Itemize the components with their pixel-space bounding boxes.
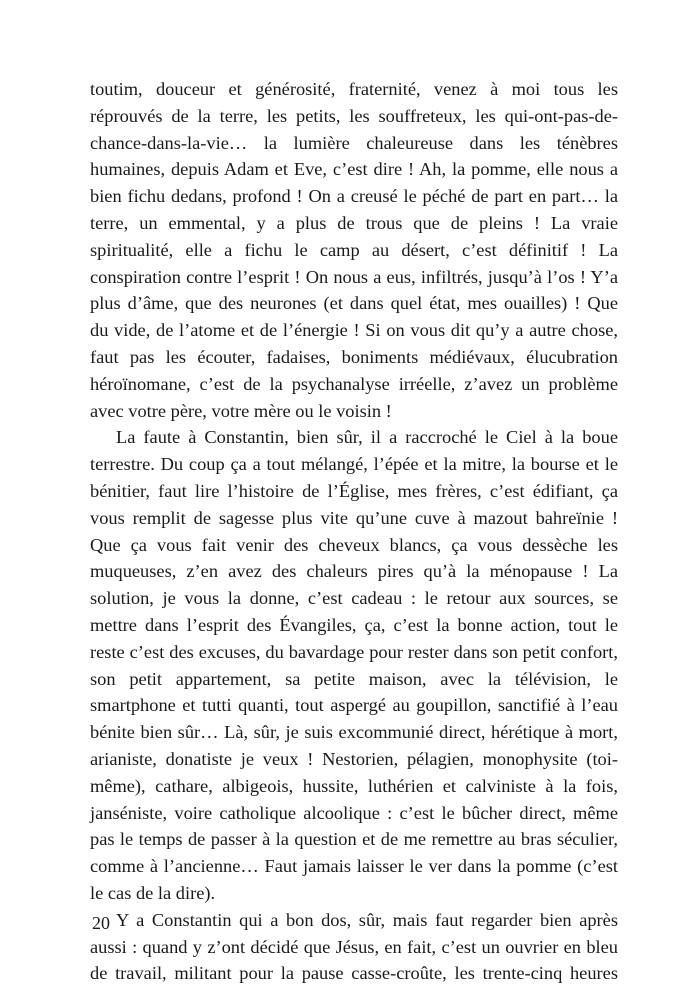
text-line: avec votre père, votre mère ou le voisin ! <box>90 400 392 421</box>
text-line: le cas de la dire). <box>90 882 216 903</box>
text-line: Que ça vous fait venir des cheveux blancs, ça vous dessèche les <box>90 534 618 555</box>
text-line: pas le temps de passer à la question et de me remettre au bras séculier, <box>90 829 618 850</box>
text-line: muqueuses, z’en avez des chaleurs pires qu’à la ménopause ! La <box>90 561 618 582</box>
text-line: aussi : quand y z’ont décidé que Jésus, en fait, c’est un ouvrier en bleu <box>90 936 618 957</box>
text-line: comme à l’ancienne… Faut jamais laisser le ver dans la pomme (c’est <box>90 856 618 877</box>
text-line: de travail, militant pour la pause casse-croûte, les trente-cinq heures <box>90 963 618 984</box>
text-line: humaines, depuis Adam et Eve, c’est dire ! Ah, la pomme, elle nous a <box>90 159 618 180</box>
text-line: son petit appartement, sa petite maison, avec la télévision, le <box>90 668 618 689</box>
text-line: chance-dans-la-vie… la lumière chaleureuse dans les ténèbres <box>90 132 618 153</box>
text-line: faut pas les écouter, fadaises, boniments médiévaux, élucubration <box>90 346 618 367</box>
paragraph-2 <box>90 424 618 906</box>
text-line: La faute à Constantin, bien sûr, il a raccroché le Ciel à la boue <box>116 427 618 448</box>
text-line: héroïnomane, c’est de la psychanalyse irréelle, z’avez un problème <box>90 373 618 394</box>
text-line: terre, un emmental, y a plus de trous que de pleins ! La vraie <box>90 212 618 233</box>
text-line: solution, je vous la donne, c’est cadeau : le retour aux sources, se <box>90 588 618 609</box>
text-line: mettre dans l’esprit des Évangiles, ça, c’est la bonne action, tout le <box>90 614 618 635</box>
text-line: bénite bien sûr… Là, sûr, je suis excommunié direct, hérétique à mort, <box>90 722 618 743</box>
page-number: 20 <box>92 913 110 933</box>
text-line: arianiste, donatiste je veux ! Nestorien, pélagien, monophysite (toi- <box>90 748 618 769</box>
text-line: même), cathare, albigeois, hussite, luthérien et calviniste à la fois, <box>90 775 618 796</box>
text-line: conspiration contre l’esprit ! On nous a eus, infiltrés, jusqu’à l’os ! Y’a <box>90 266 618 287</box>
text-line: bénitier, faut lire l’histoire de l’Église, mes frères, c’est édifiant, ça <box>90 480 618 501</box>
text-line: Y a Constantin qui a bon dos, sûr, mais faut regarder bien après <box>116 909 618 930</box>
paragraph-3 <box>90 907 618 987</box>
text-line: réprouvés de la terre, les petits, les souffreteux, les qui-ont-pas-de- <box>90 105 618 126</box>
text-line: janséniste, voire catholique alcoolique : c’est le bûcher direct, même <box>90 802 618 823</box>
text-line: reste c’est des excuses, du bavardage pour rester dans son petit confort, <box>90 641 618 662</box>
text-line: terrestre. Du coup ça a tout mélangé, l’épée et la mitre, la bourse et le <box>90 454 618 475</box>
text-line: spiritualité, elle a fichu le camp au désert, c’est définitif ! La <box>90 239 618 260</box>
page-body <box>90 76 618 987</box>
text-line: bien fichu dedans, profond ! On a creusé le péché de part en part… la <box>90 186 618 207</box>
text-line: toutim, douceur et générosité, fraternité, venez à moi tous les <box>90 79 618 99</box>
paragraph-1 <box>90 76 618 424</box>
text-line: smartphone et tutti quanti, tout aspergé au goupillon, sanctifié à l’eau <box>90 695 618 716</box>
text-line: du vide, de l’atome et de l’énergie ! Si on vous dit qu’y a autre chose, <box>90 320 618 341</box>
text-line: plus d’âme, que des neurones (et dans quel état, mes ouailles) ! Que <box>90 293 618 314</box>
text-line: vous remplit de sagesse plus vite qu’une cuve à mazout bahreïnie ! <box>90 507 618 528</box>
